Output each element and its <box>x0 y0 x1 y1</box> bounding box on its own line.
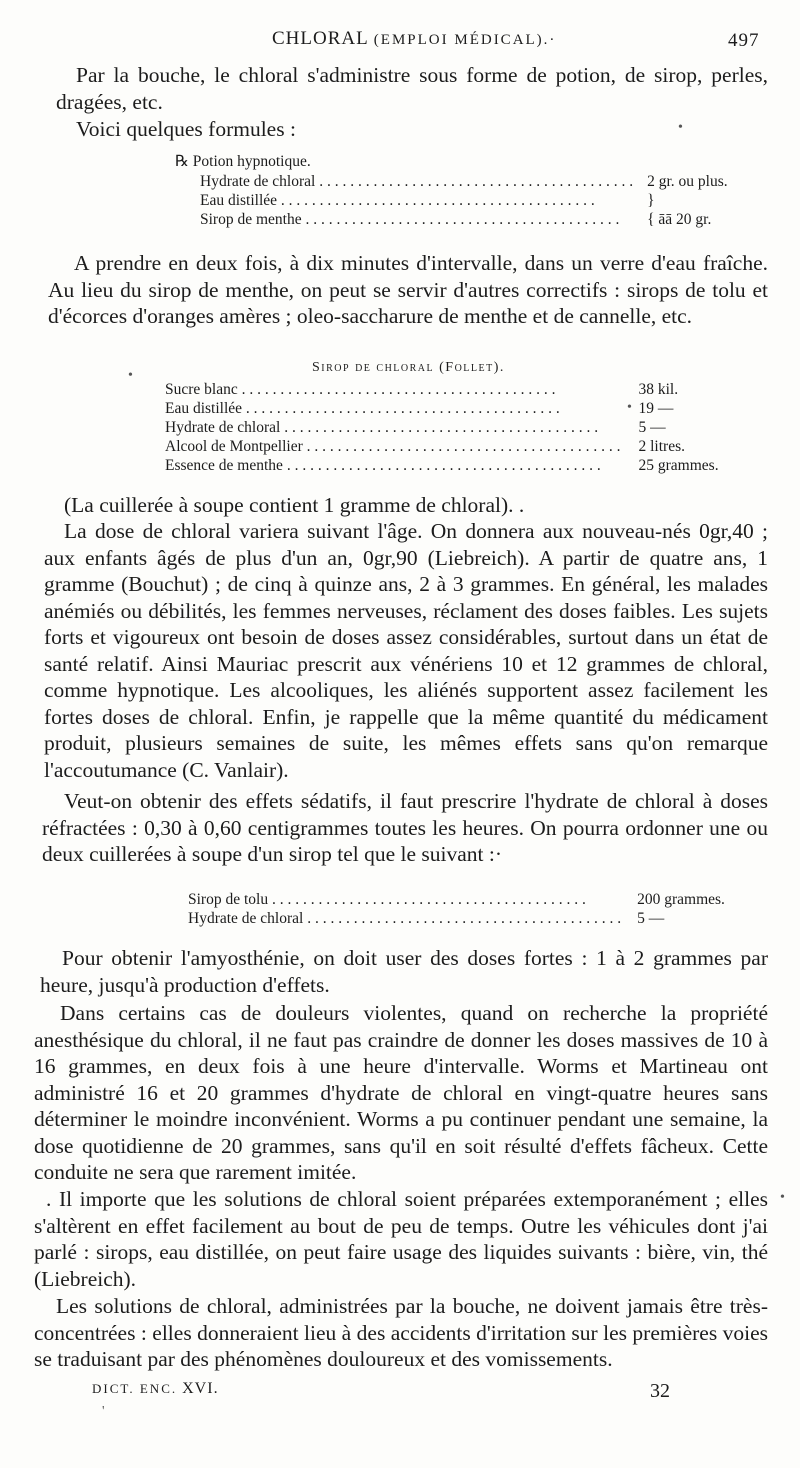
recipe-ingredient: Eau distillée <box>200 192 278 209</box>
paragraph-4: (La cuillerée à soupe contient 1 gramme de chloral). . <box>64 493 525 517</box>
recipe-row <box>200 172 728 191</box>
paragraph-3: A prendre en deux fois, à dix minutes d'intervalle, dans un verre d'eau fraîche. Au lieu du sirop de menthe, on peut se servir d'autres correctifs : sirops de tolu et d'écorces d'oranges amères ; oleo-saccharure de menthe et de cannelle, etc. <box>48 251 768 328</box>
recipe-row <box>188 890 725 909</box>
recipe-1-title: ℞ Potion hypnotique. <box>175 153 311 170</box>
recipe-ingredient: Essence de menthe <box>165 457 283 474</box>
signature-label: DICT. ENC. <box>92 1381 178 1396</box>
recipe-amount: 25 grammes. <box>638 457 719 474</box>
leader-dots <box>277 192 595 209</box>
paragraph-2: Voici quelques formules : <box>76 117 296 141</box>
signature-mark <box>92 1380 219 1398</box>
leader-dots <box>315 173 633 190</box>
recipe-ingredient: Alcool de Montpellier <box>165 438 303 455</box>
recipe-ingredient: Hydrate de chloral <box>188 910 304 927</box>
recipe-ingredient: Hydrate de chloral <box>200 173 316 190</box>
leader-dots <box>303 438 621 455</box>
recipe-ingredient: Sirop de tolu <box>188 891 269 908</box>
recipe-amount: 2 gr. ou plus. <box>647 173 728 190</box>
leader-dots <box>303 910 621 927</box>
recipe-amount: 5 — <box>637 910 665 927</box>
running-head-main: CHLORAL <box>272 28 369 49</box>
recipe-row <box>165 380 719 399</box>
recipe-row <box>165 437 719 456</box>
leader-dots <box>238 381 556 398</box>
paragraph-9: . Il importe que les solutions de chloral soient préparées extemporanément ; elles s'altèrent en effet facilement au bout de peu de temps. Outre les véhicules dont j'ai parlé : sirops, eau distillée, on peut faire usage des liquides suivants : bière, vin, thé (Liebreich). <box>34 1187 768 1291</box>
running-head-sub: (EMPLOI MÉDICAL).· <box>373 32 557 48</box>
recipe-row <box>165 399 719 418</box>
leader-dots <box>268 891 586 908</box>
recipe-row <box>165 456 719 475</box>
stray-mark: ' <box>102 1404 105 1419</box>
leader-dots <box>280 419 598 436</box>
recipe-ingredient: Hydrate de chloral <box>165 419 281 436</box>
paragraph-8: Dans certains cas de douleurs violentes, quand on recherche la propriété anesthésique du chloral, il ne faut pas craindre de donner les doses massives de 10 à 16 grammes, en deux fois à une heure d'intervalle. Worms et Martineau ont administré 16 et 20 grammes d'hydrate de chloral en vingt-quatre heures sans déterminer le moindre inconvénient. Worms a pu continuer pendant une semaine, la dose quotidienne de 20 grammes, sans qu'il en soit résulté d'effets fâcheux. Cette conduite ne sera que rarement imitée. <box>34 1001 768 1184</box>
recipe-row <box>165 418 719 437</box>
running-head <box>272 28 556 50</box>
recipe-ingredient: Sirop de menthe <box>200 211 302 228</box>
recipe-amount: 19 — <box>638 400 674 417</box>
recipe-amount: 2 litres. <box>638 438 685 455</box>
recipe-row <box>188 909 725 928</box>
recipe-amount: 200 grammes. <box>637 891 725 908</box>
paragraph-6: Veut-on obtenir des effets sédatifs, il faut prescrire l'hydrate de chloral à doses réfractées : 0,30 à 0,60 centigrammes toutes les heures. On pourra ordonner une ou deux cuillerées à soupe d'un sirop tel que le suivant :· <box>42 789 768 866</box>
recipe-2-title: Sirop de chloral (Follet). <box>312 360 505 375</box>
paragraph-1: Par la bouche, le chloral s'administre sous forme de potion, de sirop, perles, dragées, etc. <box>56 63 768 114</box>
volume-number: XVI. <box>182 1380 219 1397</box>
paragraph-7: Pour obtenir l'amyosthénie, on doit user des doses fortes : 1 à 2 grammes par heure, jusqu'à production d'effets. <box>40 946 768 997</box>
recipe-2-table <box>165 380 719 475</box>
stray-mark: • <box>627 400 632 415</box>
leader-dots <box>242 400 560 417</box>
page-number: 497 <box>728 30 760 51</box>
stray-mark: • <box>128 368 133 383</box>
recipe-row <box>200 191 728 210</box>
recipe-amount: { āā 20 gr. <box>647 211 712 228</box>
stray-mark: • <box>678 120 683 135</box>
recipe-amount: 5 — <box>638 419 666 436</box>
recipe-ingredient: Sucre blanc <box>165 381 238 398</box>
recipe-3-table <box>188 890 725 928</box>
paragraph-5: La dose de chloral variera suivant l'âge. On donnera aux nouveau-nés 0gr,40 ; aux enfants âgés de plus d'un an, 0gr,90 (Liebreich). A partir de quatre ans, 1 gramme (Bouchut) ; de cinq à quinze ans, 2 à 3 grammes. En général, les malades anémiés ou débilités, les femmes nerveuses, réclament des doses faibles. Les sujets forts et vigoureux ont besoin de doses assez considérables, surtout dans un état de santé relatif. Ainsi Mauriac prescrit aux vénériens 10 et 12 grammes de chloral, comme hypnotique. Les alcooliques, les aliénés supportent assez facilement les fortes doses de chloral. Enfin, je rappelle que la même quantité du médicament produit, plusieurs semaines de suite, les mêmes effets sans qu'on remarque l'accoutumance (C. Vanlair). <box>44 519 768 782</box>
recipe-row <box>200 210 728 229</box>
page-header <box>0 28 800 58</box>
leader-dots <box>283 457 601 474</box>
recipe-amount: } <box>647 192 655 209</box>
recipe-ingredient: Eau distillée <box>165 400 243 417</box>
stray-mark: • <box>780 1190 785 1205</box>
signature-number: 32 <box>650 1380 670 1402</box>
paragraph-10: Les solutions de chloral, administrées par la bouche, ne doivent jamais être très-concentrées : elles donneraient lieu à des accidents d'irritation sur les premières voies se traduisant par des phénomènes douloureux et des vomissements. <box>34 1294 768 1371</box>
leader-dots <box>302 211 620 228</box>
recipe-1-table <box>200 172 728 229</box>
recipe-amount: 38 kil. <box>638 381 679 398</box>
